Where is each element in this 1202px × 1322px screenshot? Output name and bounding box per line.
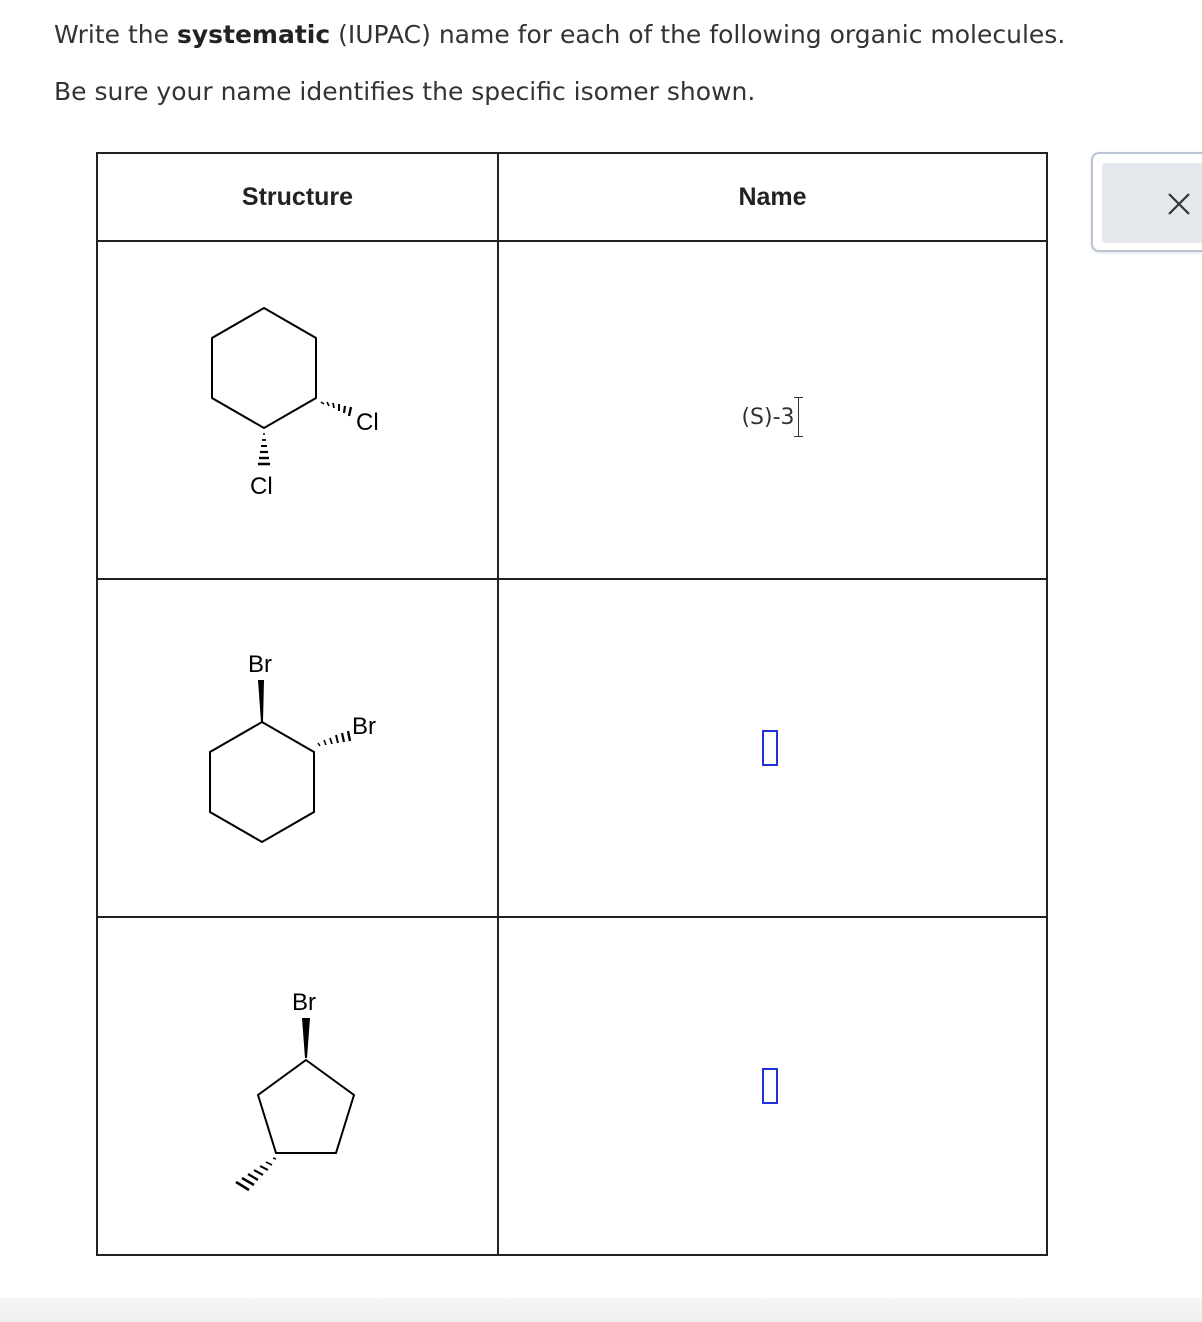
instruction-line-2: Be sure your name identifies the specific isomer shown.	[54, 77, 756, 106]
instruction-bold: systematic	[176, 20, 331, 49]
name-answer-input-2[interactable]	[762, 730, 778, 766]
instruction-text: (IUPAC) name for each of the following organic molecules.	[330, 20, 1066, 49]
molecule-dibromocyclohexane	[98, 580, 497, 916]
solid-wedge-bond	[258, 680, 264, 722]
table-row	[97, 241, 1047, 579]
atom-label: Br	[352, 713, 376, 740]
tool-panel	[1091, 152, 1202, 252]
bottom-bar	[0, 1298, 1202, 1322]
name-answer-text: (S)-3	[741, 404, 795, 430]
table-header-row	[97, 153, 1047, 241]
instructions	[54, 20, 1065, 107]
cyclohexane-ring	[212, 308, 316, 428]
atom-label: Cl	[356, 409, 379, 436]
name-cell-2[interactable]	[498, 579, 1047, 917]
table-row	[97, 579, 1047, 917]
atom-label: Br	[292, 989, 316, 1016]
hash-wedge-bond	[318, 731, 350, 746]
cyclopentane-ring	[258, 1060, 354, 1153]
structure-cell-1	[97, 241, 498, 579]
name-answer-field[interactable]	[499, 397, 1046, 437]
header-name: Name	[498, 153, 1047, 241]
header-structure: Structure	[97, 153, 498, 241]
solid-wedge-bond	[302, 1018, 310, 1058]
name-cell-3[interactable]	[498, 917, 1047, 1255]
atom-label: Cl	[250, 473, 273, 500]
table-row	[97, 917, 1047, 1255]
instruction-text: Write the	[54, 20, 177, 49]
hash-wedge-bond	[258, 434, 270, 464]
structure-cell-2	[97, 579, 498, 917]
name-answer-input-3[interactable]	[762, 1068, 778, 1104]
molecule-dichlorocyclohexane	[98, 242, 497, 578]
hash-wedge-bond	[321, 402, 351, 416]
text-cursor-icon	[794, 397, 804, 437]
clear-button[interactable]	[1102, 163, 1202, 243]
name-cell-1[interactable]	[498, 241, 1047, 579]
instruction-line-1	[54, 20, 1065, 50]
structure-cell-3	[97, 917, 498, 1255]
cyclohexane-ring	[210, 722, 314, 842]
close-icon	[1167, 192, 1191, 216]
hash-wedge-bond	[236, 1158, 276, 1190]
atom-label: Br	[248, 651, 272, 678]
molecule-methyl-bromocyclopentane	[98, 918, 497, 1274]
answer-table	[96, 152, 1048, 1256]
